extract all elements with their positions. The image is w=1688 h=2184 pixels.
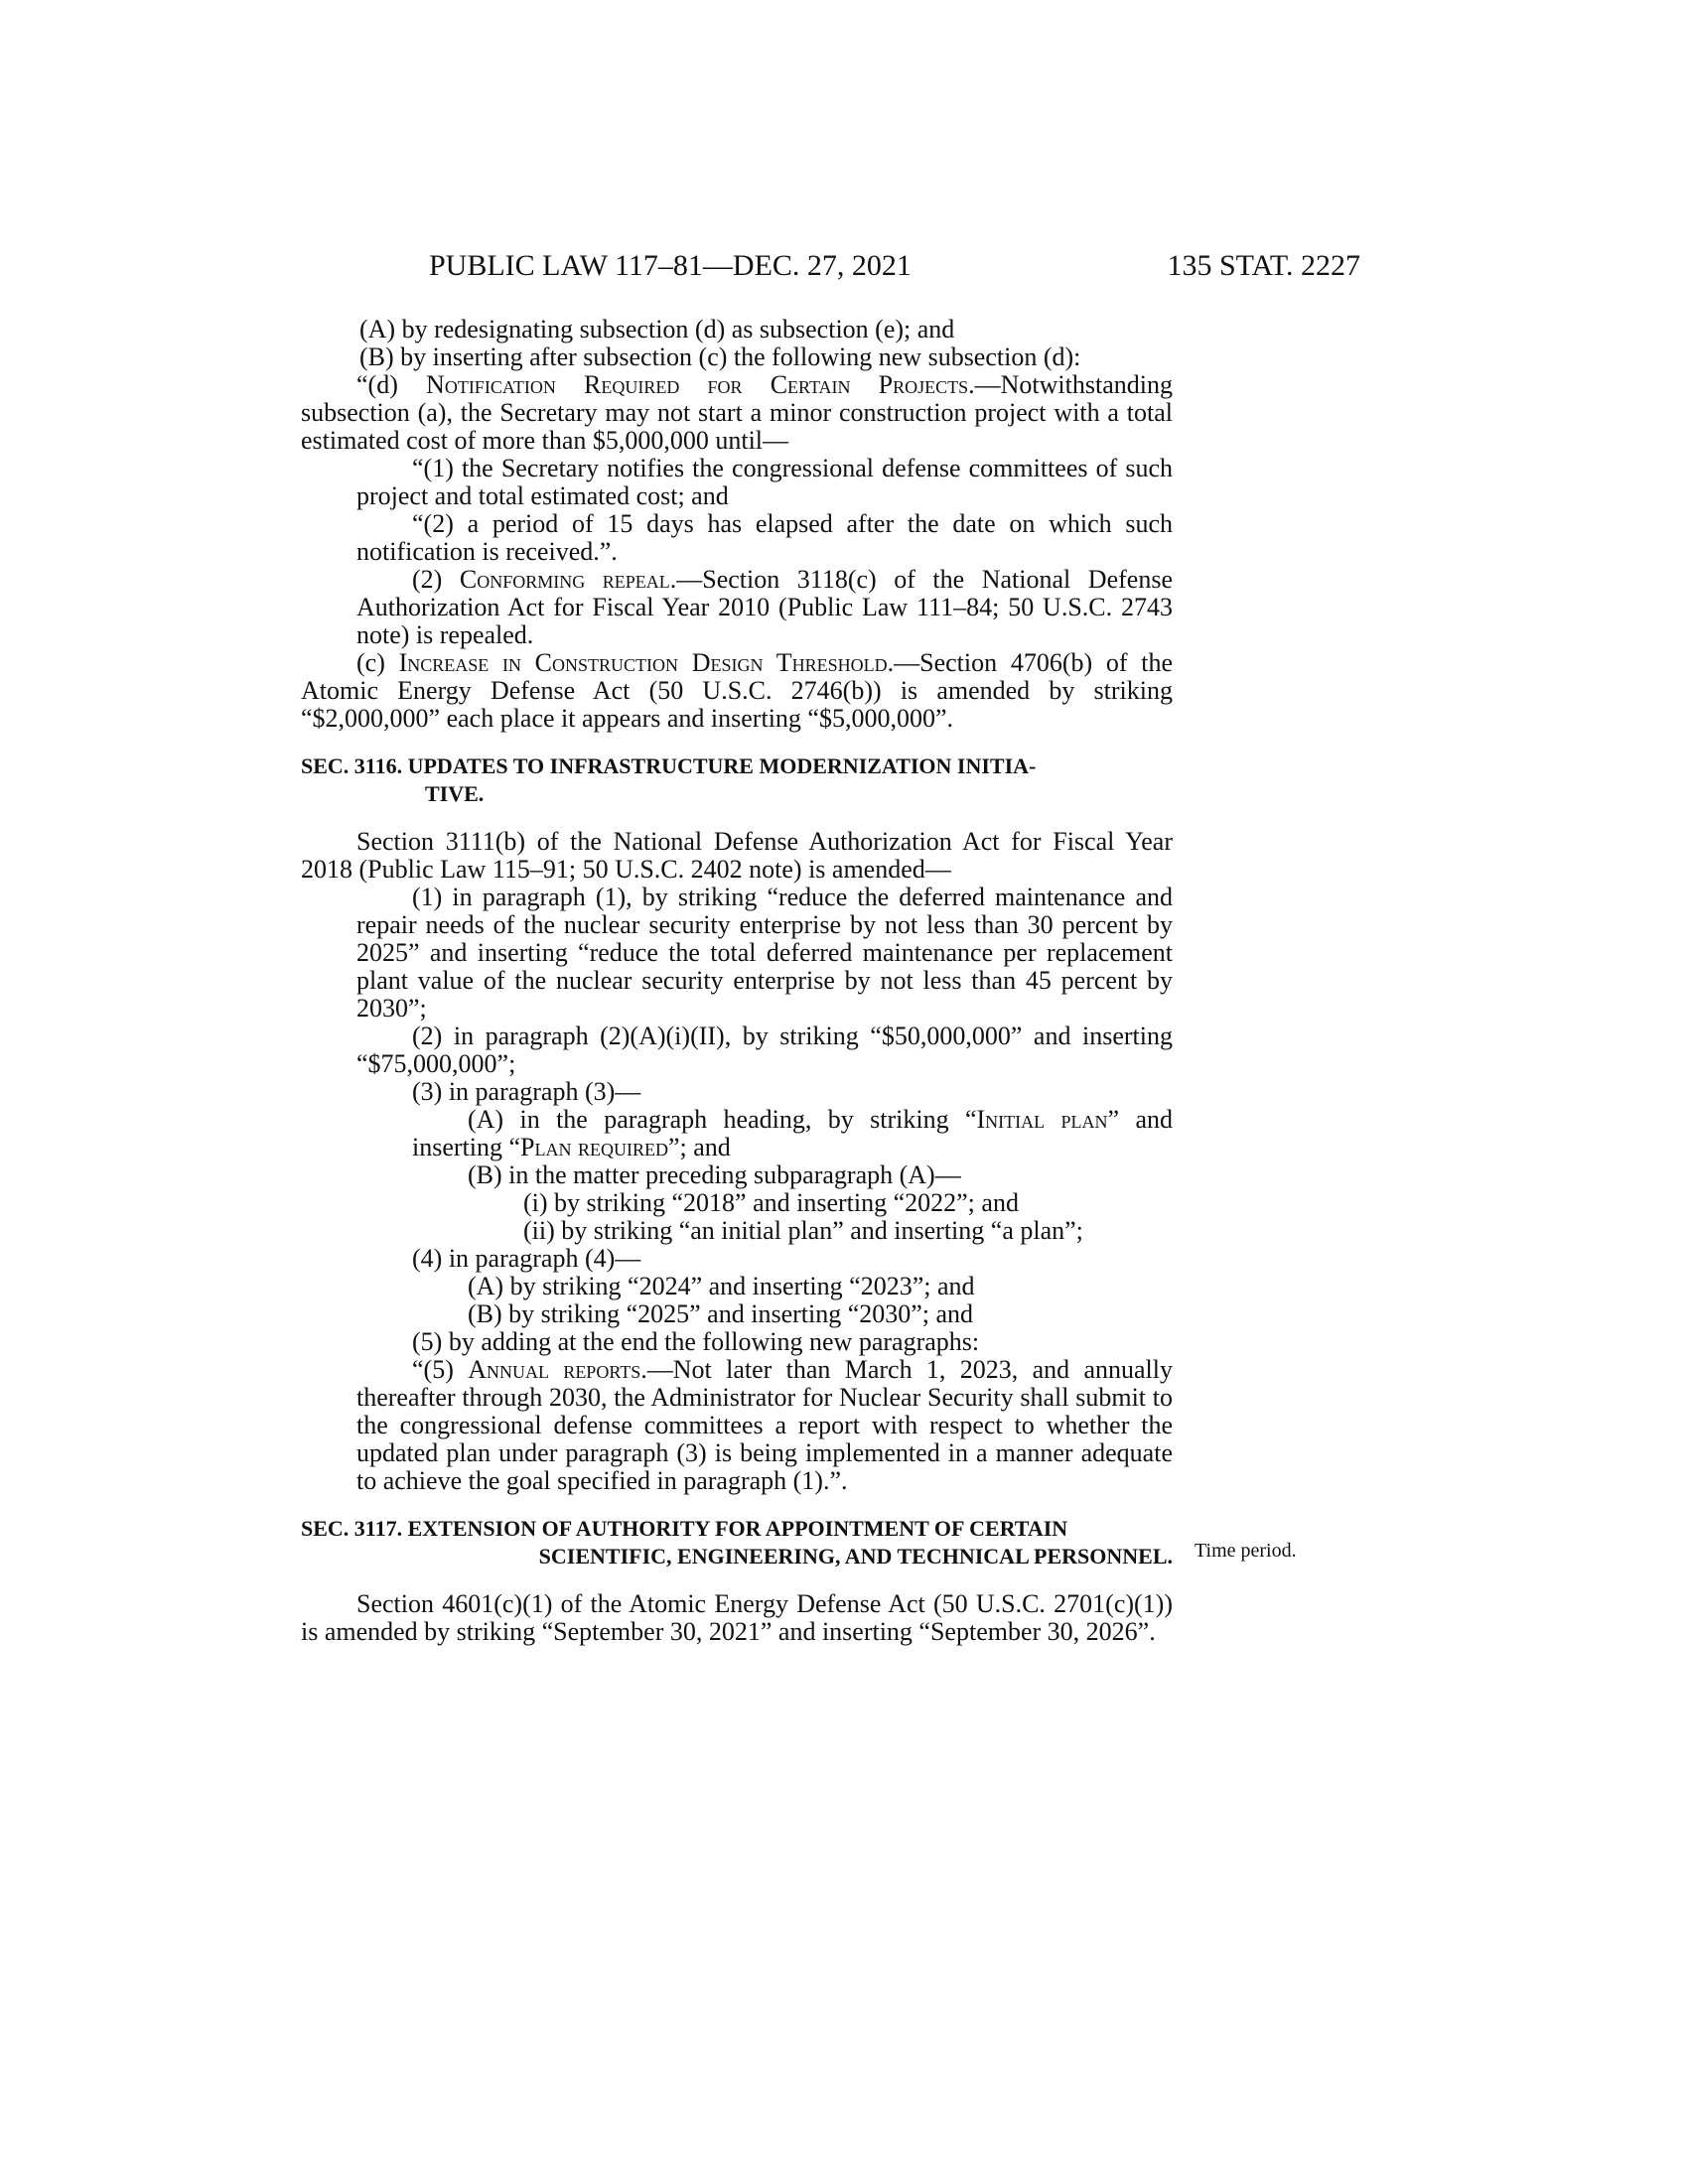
paragraph: (5) by adding at the end the following new paragraphs: xyxy=(412,1327,980,1356)
paragraph-heading: Conforming repeal xyxy=(459,565,670,594)
subsection-heading: Notification Required for Certain Projects xyxy=(426,370,969,399)
paragraph: (B) by inserting after subsection (c) the following new subsection (d): xyxy=(359,342,1081,371)
paragraph: Section 3111(b) of the National Defense Authorization Act for Fiscal Year 2018 (Public Law 115–91; 50 U.S.C. 2402 note) is amended— xyxy=(301,827,1173,884)
document-body xyxy=(301,316,1173,1646)
header-title: PUBLIC LAW 117–81—DEC. 27, 2021 xyxy=(429,249,912,282)
paragraph: “(1) the Secretary notifies the congressional defense committees of such project and total estimated cost; and xyxy=(356,454,1173,510)
paragraph: “(2) a period of 15 days has elapsed after the date on which such notification is received.”. xyxy=(356,509,1173,566)
paragraph: (i) by striking “2018” and inserting “2022”; and xyxy=(523,1188,1019,1217)
page-header xyxy=(298,246,1360,286)
header-stat-citation: 135 STAT. 2227 xyxy=(1167,249,1360,282)
paragraph: (2) in paragraph (2)(A)(i)(II), by striking “$50,000,000” and inserting “$75,000,000”; xyxy=(356,1022,1173,1078)
paragraph: “(5) Annual reports.—Not later than March 1, 2023, and annually thereafter through 2030, the Administrator for Nuclear Security shall submit to the congressional defense committees a report with respect to whether the updated plan under paragraph (3) is being implemented in a manner adequate to achieve the goal specified in paragraph (1).”. xyxy=(356,1355,1174,1495)
section-heading-3116: SEC. 3116. UPDATES TO INFRASTRUCTURE MODERNIZATION INITIA- TIVE. xyxy=(301,753,1037,806)
paragraph: (A) by redesignating subsection (d) as subsection (e); and xyxy=(359,315,955,343)
paragraph: (B) in the matter preceding subparagraph (A)— xyxy=(468,1160,961,1189)
subsection-heading: Increase in Construction Design Threshold xyxy=(398,648,888,677)
margin-note: Time period. xyxy=(1195,1540,1297,1562)
paragraph: (2) Conforming repeal.—Section 3118(c) of the National Defense Authorization Act for Fiscal Year 2010 (Public Law 111–84; 50 U.S.C. 2743 note) is repealed. xyxy=(356,565,1173,649)
paragraph-heading: Annual reports xyxy=(468,1355,641,1384)
paragraph: (A) by striking “2024” and inserting “2023”; and xyxy=(468,1272,975,1300)
paragraph: (1) in paragraph (1), by striking “reduce the deferred maintenance and repair needs of the nuclear security enterprise by not less than 30 percent by 2025” and inserting “reduce the total deferred maintenance per replacement plant value of the nuclear security enterprise by not less than 45 percent by 2030”; xyxy=(356,883,1173,1023)
section-heading-3117: SEC. 3117. EXTENSION OF AUTHORITY FOR APPOINTMENT OF CERTAIN SCIENTIFIC, ENGINEERING, AND TECHNICAL PERSONNEL. xyxy=(301,1516,1173,1569)
paragraph: (A) in the paragraph heading, by striking “Initial plan” and inserting “Plan required”; and xyxy=(412,1105,1173,1161)
paragraph: Section 4601(c)(1) of the Atomic Energy Defense Act (50 U.S.C. 2701(c)(1)) is amended by striking “September 30, 2021” and inserting “September 30, 2026”. xyxy=(301,1589,1173,1646)
paragraph: (c) Increase in Construction Design Threshold.—Section 4706(b) of the Atomic Energy Defense Act (50 U.S.C. 2746(b)) is amended by striking “$2,000,000” each place it appears and inserting “$5,000,000”. xyxy=(301,648,1173,733)
paragraph: “(d) Notification Required for Certain Projects.—Notwithstanding subsection (a), the Secretary may not start a minor construction project with a total estimated cost of more than $5,000,000 until— xyxy=(301,370,1173,455)
paragraph: (B) by striking “2025” and inserting “2030”; and xyxy=(468,1299,974,1328)
paragraph: (3) in paragraph (3)— xyxy=(412,1077,641,1106)
paragraph: (ii) by striking “an initial plan” and inserting “a plan”; xyxy=(523,1216,1083,1245)
paragraph: (4) in paragraph (4)— xyxy=(412,1244,641,1273)
